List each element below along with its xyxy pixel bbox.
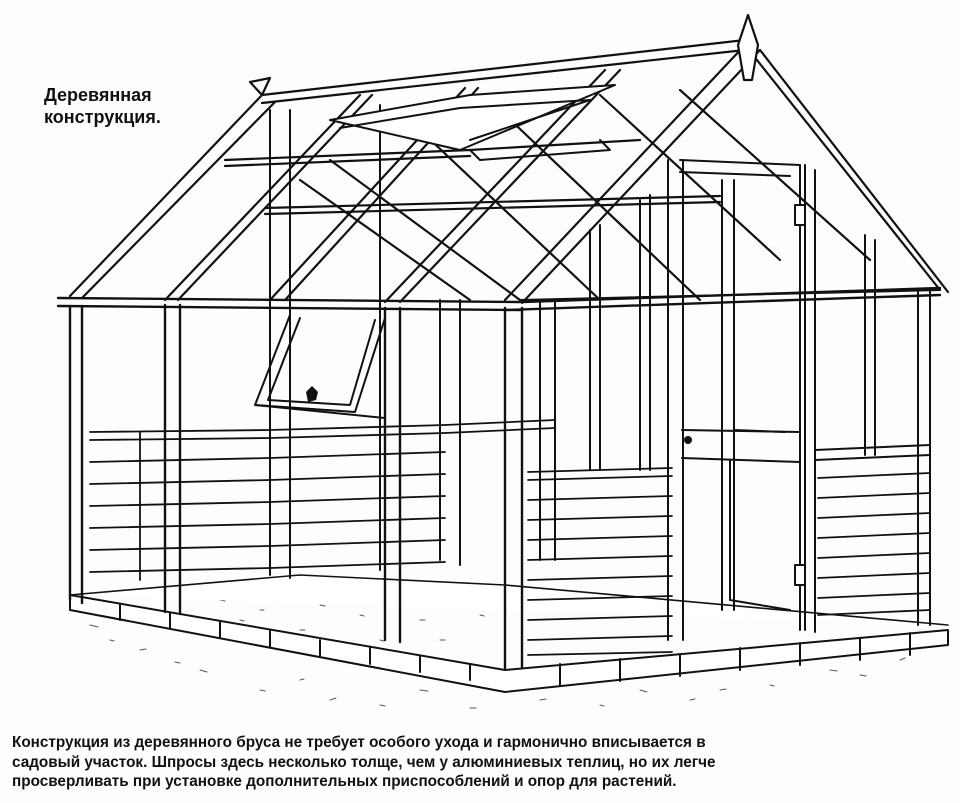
figure-label-line1: Деревянная — [44, 85, 152, 105]
caption-line2: садовый участок. Шпросы здесь несколько толще, чем у алюминиевых теплиц, но их легче — [12, 753, 716, 771]
eave-front — [58, 288, 940, 668]
caption-line3: просверливать при установке дополнительных приспособлений и опор для растений. — [12, 773, 677, 790]
left-wall-boards — [90, 420, 555, 598]
roof — [70, 15, 948, 303]
figure-label-line2: конструкция. — [44, 107, 161, 127]
roof-vent — [330, 85, 615, 160]
caption — [12, 733, 948, 792]
side-window — [255, 315, 385, 418]
foundation — [70, 575, 948, 692]
ink-blot — [306, 386, 318, 402]
gable-end — [520, 160, 940, 640]
caption-line1: Конструкция из деревянного бруса не требует особого ухода и гармонично вписывается в — [12, 734, 706, 751]
figure-label — [44, 84, 224, 128]
back-wall — [270, 105, 555, 578]
